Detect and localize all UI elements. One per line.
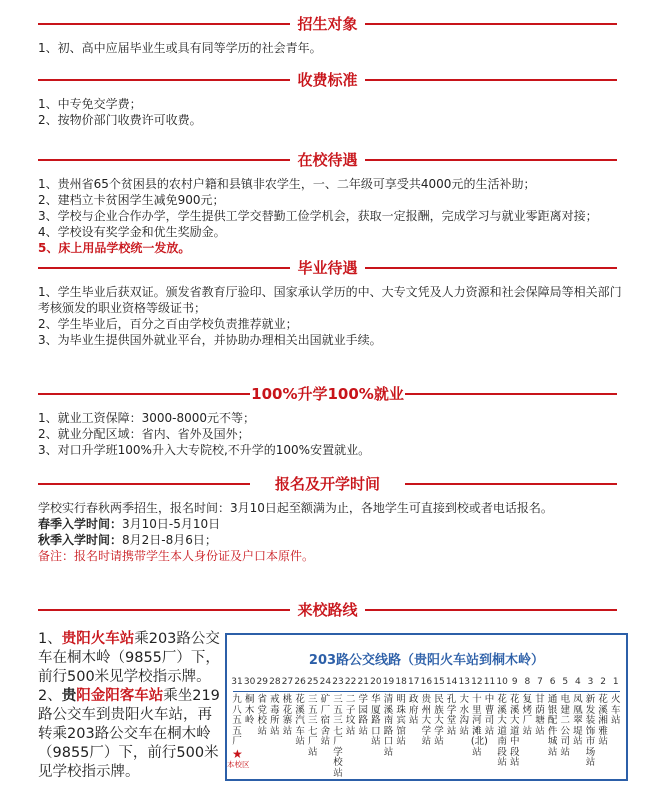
route-option-1: 1、贵阳火车站乘203路公交车在桐木岭（9855厂）下，前行500米见学校指示牌。 [38, 631, 220, 685]
bus-stop: 火车站 [610, 694, 621, 726]
route-directions [38, 630, 223, 782]
section-title: 收费标准 [297, 71, 358, 89]
section-header [0, 12, 655, 36]
stop-number: 27 [281, 677, 294, 687]
bus-stop: 通银配件城站 [547, 694, 558, 758]
stop-number: 15 [433, 677, 445, 687]
bus-route-map [225, 633, 628, 781]
stop-number: 6 [549, 677, 556, 687]
stop-number: 16 [420, 677, 433, 687]
stop-number: 3 [587, 677, 594, 687]
section-header [0, 68, 655, 92]
list-item: 3、学校与企业合作办学，学生提供工学交替勤工俭学机会，获取一定报酬，完成学习与就业零距离对接； [38, 209, 598, 223]
stop-number: 25 [307, 677, 319, 687]
section-header [0, 598, 655, 622]
stop-number: 26 [294, 677, 306, 687]
route-line [233, 691, 620, 692]
list-item: 1、就业工资保障：3000-8000元不等； [38, 411, 256, 425]
stop-number: 24 [319, 677, 332, 687]
bus-stop: 桐木岭 [244, 694, 255, 726]
spring-label: 春季入学时间： [38, 517, 123, 531]
stop-number: 5 [562, 677, 569, 687]
stop-number: 22 [344, 677, 357, 687]
station-name: 阳金阳客车站 [76, 688, 164, 704]
section-title: 来校路线 [297, 601, 358, 619]
stop-number: 2 [600, 677, 606, 687]
spring-dates: 3月10日-5月10日 [122, 517, 221, 531]
bus-stop: 贵州大学站 [421, 694, 432, 747]
section-header [0, 148, 655, 172]
stop-number: 13 [458, 677, 470, 687]
section-title: 100%升学100%就业 [251, 385, 404, 403]
stop-number: 8 [524, 677, 531, 687]
section-header [0, 472, 655, 496]
campus-label: 本校区 [227, 760, 250, 769]
section-benefits [0, 148, 655, 256]
bus-stop: 学园路站 [358, 694, 368, 737]
stop-number: 20 [370, 677, 382, 687]
bus-stop: 复烤厂站 [522, 694, 533, 737]
stop-number: 9 [511, 677, 518, 687]
bus-stop: 花溪大道中段站 [509, 694, 520, 768]
bus-stop: 二子坟站 [345, 694, 356, 737]
section-enroll [0, 12, 655, 56]
stop-number: 17 [408, 677, 420, 687]
section-header [0, 382, 655, 406]
bus-stop: 华厦路口站 [371, 694, 381, 747]
stop-number: 18 [395, 677, 407, 687]
stop-number: 21 [357, 677, 369, 687]
section-title: 在校待遇 [297, 151, 358, 169]
section-employment [0, 382, 655, 458]
bus-stop: 中曹司站 [484, 694, 495, 737]
section-graduate [0, 256, 655, 348]
list-item: 2、建档立卡贫困学生减免900元； [38, 193, 225, 207]
list-item: 1、中专免交学费； [38, 97, 142, 111]
section-header [0, 256, 655, 280]
list-item: 1、学生毕业后获双证。颁发省教育厅验印、国家承认学历的中、大专文凭及人力资源和社会保障局等相关部门考核颁发的职业资格等级证书； [38, 285, 622, 315]
stop-number: 28 [269, 677, 281, 687]
stop-number: 31 [231, 677, 243, 687]
stop-number: 30 [243, 677, 256, 687]
list-item: 2、就业分配区域：省内、省外及国外； [38, 427, 250, 441]
spring-term [38, 516, 623, 532]
station-name: 贵阳火车站 [61, 631, 135, 647]
list-item: 3、对口升学班100%升入大专院校,不升学的100%安置就业。 [38, 443, 371, 457]
campus-star-icon: ★ [232, 747, 243, 761]
bus-stop: 九八五五厂 [232, 694, 242, 747]
bus-stop: 三五三七厂站 [307, 694, 318, 758]
bus-stop: 省党校站 [257, 694, 267, 737]
bus-stop: 大水沟站 [459, 694, 469, 737]
autumn-label: 秋季入学时间： [38, 533, 123, 547]
bus-stop: 清溪南路口站 [383, 694, 394, 758]
bus-route-title: 203路公交线路（贵阳火车站到桐木岭） [308, 653, 545, 668]
bus-stop: 花溪大道南段站 [497, 694, 507, 768]
autumn-dates: 8月2日-8月6日； [122, 533, 217, 547]
bus-stop: 矿厂宿舍站 [320, 694, 331, 747]
stop-number: 10 [496, 677, 508, 687]
list-item: 3、为毕业生提供国外就业平台，并协助办理相关出国就业手续。 [38, 333, 382, 347]
route-option-2: 2、贵阳金阳客车站乘坐219路公交车到贵阳火车站，再转乘203路公交车在桐木岭（9855厂）下，前行500米见学校指示牌。 [38, 688, 220, 780]
bus-stop: 电建二公司站 [560, 694, 570, 758]
stop-number: 12 [471, 677, 483, 687]
bus-stop: 十里河滩(北)站 [470, 694, 488, 758]
stop-numbers [231, 677, 622, 687]
section-fees [0, 68, 655, 128]
stop-number: 1 [612, 677, 619, 687]
stop-number: 4 [575, 677, 581, 687]
bus-stop: 桃花寨站 [282, 694, 293, 737]
bus-stop: 花溪汽车站 [295, 694, 305, 747]
autumn-term [38, 532, 623, 548]
list-item: 1、贵州省65个贫困县的农村户籍和县镇非农学生，一、二年级可享受共4000元的生活补助； [38, 177, 536, 191]
stop-number: 14 [445, 677, 458, 687]
stop-number: 7 [537, 677, 543, 687]
section-title: 招生对象 [297, 15, 358, 33]
bus-stop: 明珠宾馆站 [396, 694, 406, 747]
list-item: 1、初、高中应届毕业生或具有同等学历的社会青年。 [38, 41, 322, 55]
list-item: 4、学校设有奖学金和优生奖励金。 [38, 225, 226, 239]
stop-number: 11 [483, 677, 496, 687]
stop-names [231, 695, 622, 779]
bus-stop: 民族大学站 [434, 694, 444, 747]
list-item: 2、学生毕业后，百分之百由学校负责推荐就业； [38, 317, 298, 331]
stop-number: 23 [332, 677, 344, 687]
bus-stop: 三五三七厂学校站 [333, 694, 343, 779]
bus-stop: 新发装饰市场站 [585, 694, 596, 768]
bus-stop: 戒毒所站 [270, 694, 280, 737]
stop-number: 19 [382, 677, 395, 687]
list-item: 5、床上用品学校统一发放。 [38, 241, 191, 255]
section-title: 毕业待遇 [297, 259, 358, 277]
bus-stop: 花溪湘雅站 [598, 694, 608, 747]
list-item: 2、按物价部门收费许可收费。 [38, 113, 202, 127]
section-route [0, 598, 655, 622]
bus-stop: 凤凰翠堤站 [573, 694, 583, 747]
bus-stop: 孔学堂站 [446, 694, 457, 737]
bus-stop: 甘荫塘站 [535, 694, 545, 737]
registration-intro: 学校实行春秋两季招生，报名时间：3月10日起至额满为止，各地学生可直接到校或者电话报名。 [38, 501, 553, 515]
bus-stop: 政府站 [408, 694, 419, 726]
stop-number: 29 [256, 677, 268, 687]
section-registration [0, 472, 655, 564]
registration-note: 备注：报名时请携带学生本人身份证及户口本原件。 [38, 549, 315, 563]
section-title: 报名及开学时间 [274, 475, 380, 493]
